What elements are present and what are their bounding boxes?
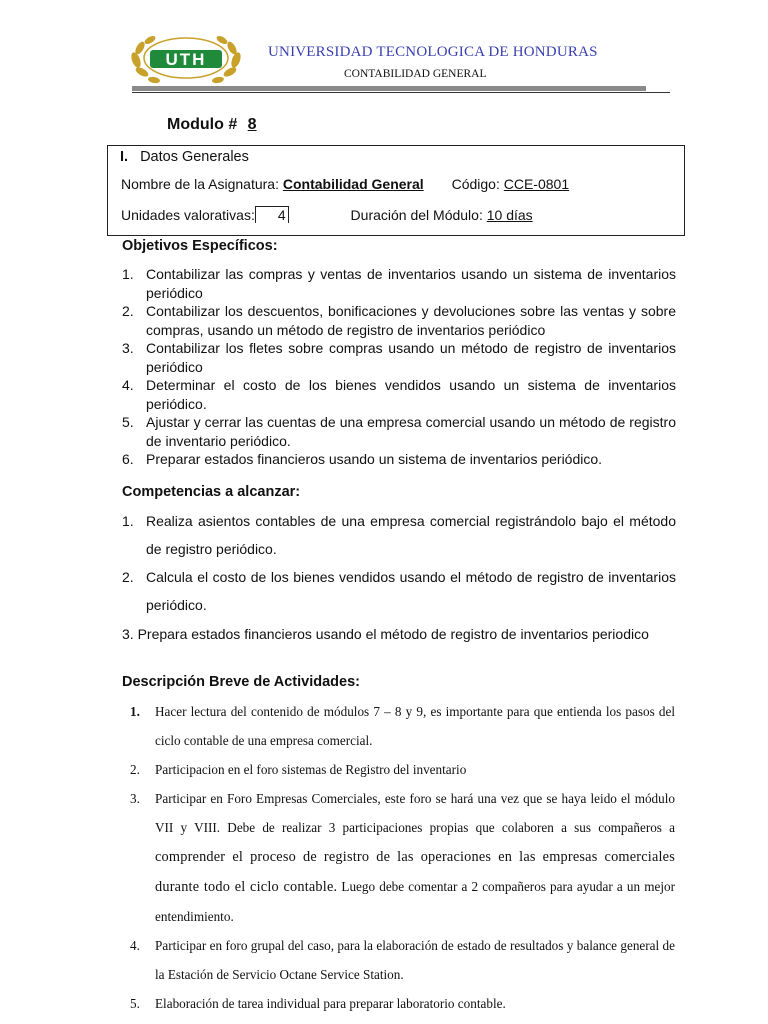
actividades-title: Descripción Breve de Actividades: (122, 674, 360, 690)
unidades-value: 4 (255, 206, 289, 223)
list-item (122, 376, 676, 413)
university-name: UNIVERSIDAD TECNOLOGICA DE HONDURAS (268, 44, 598, 60)
list-item (122, 302, 676, 339)
subject-header: CONTABILIDAD GENERAL (344, 68, 487, 80)
item-text: Contabilizar las compras y ventas de inventarios usando un sistema de inventarios periódico (146, 266, 676, 301)
modulo-number: 8 (247, 116, 257, 133)
list-item (122, 265, 676, 302)
item-number: 5. (122, 414, 134, 430)
actividades-list (130, 697, 675, 1018)
codigo-label: Código: (451, 176, 500, 192)
asignatura-label: Nombre de la Asignatura: (121, 176, 279, 192)
list-item (130, 755, 675, 784)
list-item (130, 989, 675, 1018)
duracion-label: Duración del Módulo: (350, 207, 483, 223)
list-item (130, 931, 675, 989)
item-number: 1. (122, 266, 134, 282)
item-number: 4. (130, 938, 140, 953)
item-number: 2. (122, 303, 134, 319)
item-number: 1. (122, 513, 134, 529)
item-text: Elaboración de tarea individual para preparar laboratorio contable. (155, 996, 506, 1011)
item-text: Participar en foro grupal del caso, para la elaboración de estado de resultados y balance general de la Estación de Servicio Octane Service Station. (155, 938, 675, 982)
uth-logo (126, 30, 246, 86)
item-number: 4. (122, 377, 134, 393)
list-item (122, 339, 676, 376)
list-item (122, 563, 676, 619)
item-number: 3. (122, 340, 134, 356)
asignatura-row (121, 176, 569, 192)
competencias-title: Competencias a alcanzar: (122, 484, 301, 500)
unidades-label: Unidades valorativas: (121, 207, 255, 223)
objetivos-title: Objetivos Específicos: (122, 238, 278, 254)
item-number: 3. (130, 791, 140, 806)
duracion-value: 10 días (486, 207, 533, 223)
asignatura-value: Contabilidad General (282, 176, 424, 192)
general-data-title (120, 149, 249, 165)
item-text: Determinar el costo de los bienes vendidos usando un sistema de inventarios periódico. (146, 377, 676, 412)
item-text: Preparar estados financieros usando un sistema de inventarios periódico. (146, 451, 603, 467)
item-number: 3. (122, 626, 134, 642)
item-number: 2. (130, 762, 140, 777)
competencia-item-3 (122, 625, 676, 643)
item-text: Calcula el costo de los bienes vendidos usando el método de registro de inventarios periódico. (146, 569, 676, 613)
item-text-emphasis: comprender el proceso de registro de las operaciones en las empresas comerciales durante todo el ciclo contable. (155, 849, 675, 895)
item-text: Luego debe comentar a 2 compañeros para ayudar a un mejor entendimiento. (155, 879, 675, 924)
list-item (130, 697, 675, 755)
item-number: 6. (122, 451, 134, 467)
item-text: Participacion en el foro sistemas de Registro del inventario (155, 762, 467, 777)
item-number: 2. (122, 569, 134, 585)
item-text: Hacer lectura del contenido de módulos 7 – 8 y 9, es importante para que entienda los pasos del ciclo contable de una empresa comercial. (155, 704, 675, 748)
header-rule (132, 86, 646, 91)
modulo-heading (167, 116, 274, 134)
section-title-text: Datos Generales (140, 149, 249, 165)
item-text: Contabilizar los descuentos, bonificaciones y devoluciones sobre las ventas y sobre compras, usando un método de registro de inventarios periódico (146, 303, 676, 338)
unidades-row (121, 206, 533, 223)
codigo-value: CCE-0801 (503, 176, 570, 192)
item-number: 1. (130, 704, 140, 719)
item-number: 5. (130, 996, 140, 1011)
objetivos-list (122, 265, 676, 469)
item-text: Participar en Foro Empresas Comerciales, este foro se hará una vez que se haya leido el módulo VII y VIII. Debe de realizar 3 participaciones propias que colaboren a sus compañeros a (155, 791, 675, 835)
list-item (122, 507, 676, 563)
list-item (122, 413, 676, 450)
item-text: Contabilizar los fletes sobre compras usando un método de registro de inventarios periódico (146, 340, 676, 375)
header-rule-thin (132, 92, 670, 93)
competencias-list (122, 507, 676, 619)
item-text: Ajustar y cerrar las cuentas de una empresa comercial usando un método de registro de inventario periódico. (146, 414, 676, 449)
list-item (122, 450, 676, 469)
item-text: Prepara estados financieros usando el método de registro de inventarios periodico (137, 626, 649, 642)
logo-text: UTH (165, 50, 207, 69)
modulo-label: Modulo # (167, 116, 238, 133)
general-data-box (107, 145, 685, 236)
list-item (130, 784, 675, 931)
section-roman: I. (120, 149, 129, 165)
item-text: Realiza asientos contables de una empresa comercial registrándolo bajo el método de registro periódico. (146, 513, 676, 557)
